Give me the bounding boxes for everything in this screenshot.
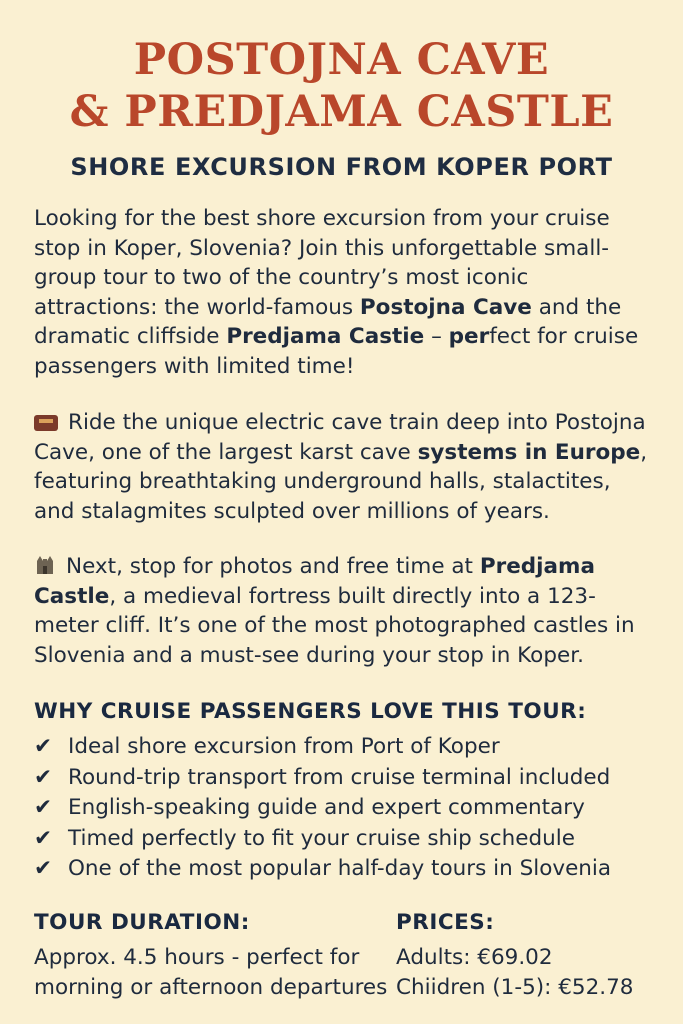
subtitle: SHORE EXCURSION FROM KOPER PORT (70, 153, 613, 181)
prices-heading: PRICES: (396, 909, 495, 935)
title-line-1: POSTOJNA CAVE (133, 35, 550, 85)
benefit-text: Round-trip transport from cruise terminal included (68, 764, 611, 790)
duration-text: Approx. 4.5 hours - perfect for morning or afternoon departures (34, 944, 388, 1000)
train-paragraph (34, 408, 649, 526)
prices-column (396, 909, 649, 1003)
checkmark-icon: ✔ (34, 795, 53, 820)
list-item (34, 732, 649, 763)
intro-bold-per: per (448, 324, 490, 349)
duration-column (34, 909, 396, 1003)
castle-text-2: , a medieval fortress built directly into a 123-meter cliff. It’s one of the most photographed castles in Slovenia and a must-see during your stop in Koper. (34, 583, 635, 668)
train-icon (34, 415, 58, 431)
intro-text-3: – (424, 324, 449, 349)
checkmark-icon: ✔ (34, 734, 53, 759)
list-item (34, 824, 649, 855)
intro-paragraph (34, 204, 649, 381)
intro-text-4: fect for cruise passengers with limited time! (34, 324, 639, 379)
checkmark-icon: ✔ (34, 825, 53, 851)
train-text-1: Ride the unique electric cave train deep into Postojna Cave, one of the largest karst cave (34, 410, 646, 465)
list-item (34, 793, 649, 824)
price-children: Chiidren (1-5): €52.78 (396, 974, 634, 1000)
intro-bold-postojna: Postojna Cave (359, 294, 532, 320)
benefit-text: Ideal shore excursion from Port of Koper (68, 734, 500, 759)
castle-paragraph (34, 552, 649, 670)
list-item (34, 763, 649, 794)
duration-heading: TOUR DURATION: (34, 909, 250, 935)
castle-text-1: Next, stop for photos and free time at (66, 554, 480, 579)
benefit-text: One of the most popular half-day tours in Slovenia (68, 856, 612, 881)
benefits-list (34, 732, 649, 885)
castle-bold-predjama: Predjama Castle (34, 554, 595, 609)
prices-list (396, 943, 649, 1003)
checkmark-icon: ✔ (34, 764, 53, 790)
train-text-2: , featuring breathtaking underground halls, stalactites, and stalagmites sculpted over millions of years. (34, 439, 648, 524)
intro-text-2: and the dramatic cliffside (34, 294, 622, 349)
details-row (34, 909, 649, 1003)
price-adults: Adults: €69.02 (396, 944, 553, 970)
train-bold-systems: systems in Europe (417, 439, 641, 465)
intro-text-1: Looking for the best shore excursion from your cruise stop in Koper, Slovenia? Join this unforgettable small-group tour to two of the country’s most iconic attractions: the world-famous (34, 206, 610, 320)
castle-icon (34, 553, 56, 575)
benefit-text: English-speaking guide and expert commentary (68, 795, 585, 820)
intro-bold-predjama: Predjama Castie (226, 324, 425, 349)
checkmark-icon: ✔ (34, 856, 53, 881)
why-heading: WHY CRUISE PASSENGERS LOVE THIS TOUR: (34, 699, 587, 724)
benefit-text: Timed perfectly to fit your cruise ship schedule (68, 825, 575, 851)
list-item (34, 854, 649, 885)
title-line-2: & PREDJAMA CASTLE (69, 87, 614, 137)
